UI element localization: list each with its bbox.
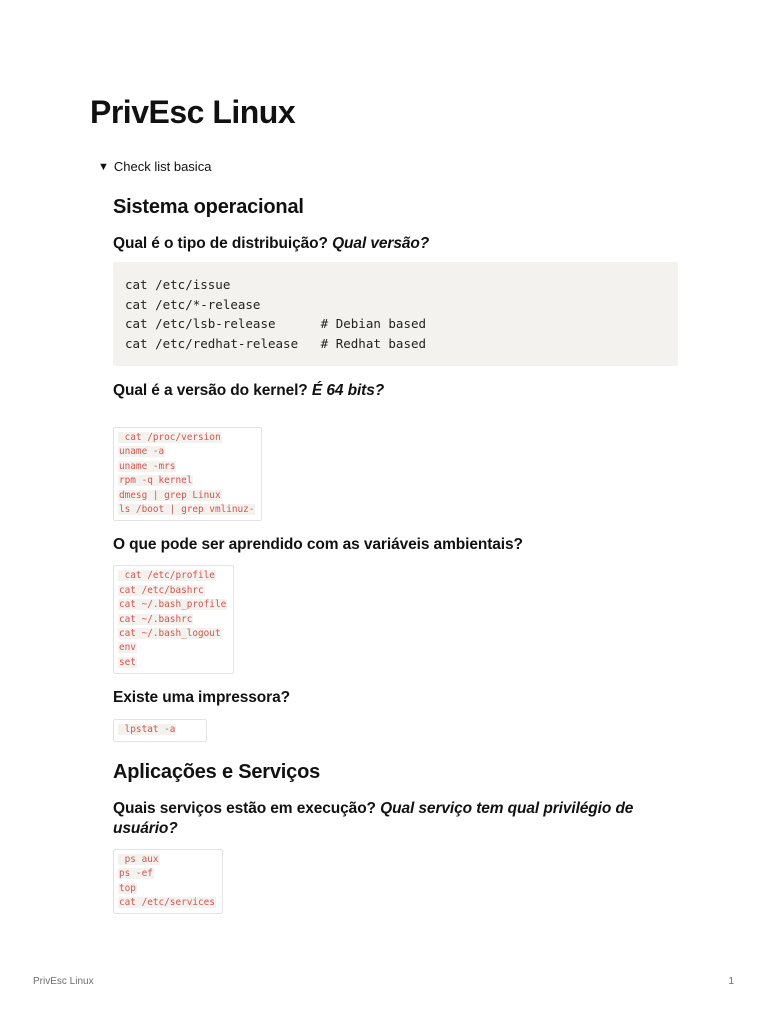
question-env-vars: O que pode ser aprendido com as variáveis ambientais? (113, 536, 523, 554)
code-box-env (113, 565, 234, 674)
code-line: dmesg | grep Linux (119, 489, 221, 501)
question-services: Quais serviços estão em execução? Qual serviço tem qual privilégio de usuário? (113, 799, 634, 837)
code-line: cat ~/.bash_logout (119, 628, 221, 640)
question-distribution: Qual é o tipo de distribuição? Qual versão? (113, 235, 430, 252)
code-line: cat /etc/bashrc (119, 584, 204, 596)
page-title: PrivEsc Linux (90, 94, 296, 130)
code-line: cat ~/.bashrc (119, 613, 193, 625)
code-line: cat ~/.bash_profile (119, 599, 227, 611)
heading-aplicacoes-servicos: Aplicações e Serviços (113, 760, 321, 783)
triangle-down-icon[interactable]: ▼ (98, 161, 109, 173)
question-printer: Existe uma impressora? (113, 689, 290, 707)
code-box-kernel (113, 427, 262, 521)
toggle-content (113, 192, 678, 914)
code-line: cat /etc/lsb-release # Debian based (125, 316, 427, 331)
code-line: uname -mrs (119, 460, 176, 472)
question-kernel: Qual é a versão do kernel? É 64 bits? (113, 382, 385, 399)
code-box-services (113, 849, 223, 915)
code-block-distribution (113, 262, 678, 366)
code-line: ls /boot | grep vmlinuz- (119, 504, 255, 516)
page-number: 1 (728, 976, 734, 987)
code-line: cat /proc/version (119, 432, 221, 443)
code-line: cat /etc/services (119, 896, 215, 908)
code-line: cat /etc/issue (125, 277, 231, 292)
heading-sistema-operacional: Sistema operacional (113, 196, 304, 218)
code-line: lpstat -a (119, 724, 176, 736)
code-line: top (119, 882, 136, 894)
code-line: cat /etc/profile (119, 570, 215, 582)
toggle-label: Check list basica (113, 159, 212, 174)
code-line: ps aux (119, 853, 159, 865)
code-line: env (119, 642, 136, 654)
code-line: ps -ef (119, 868, 153, 880)
code-line: set (119, 656, 136, 668)
code-line: rpm -q kernel (119, 475, 193, 487)
code-line: cat /etc/*-release (125, 296, 261, 312)
code-line: uname -a (119, 446, 165, 458)
toggle-check-list[interactable] (98, 158, 211, 176)
code-line: cat /etc/redhat-release # Redhat based (125, 335, 427, 351)
footer-title: PrivEsc Linux (33, 976, 94, 987)
code-box-printer (113, 719, 207, 741)
